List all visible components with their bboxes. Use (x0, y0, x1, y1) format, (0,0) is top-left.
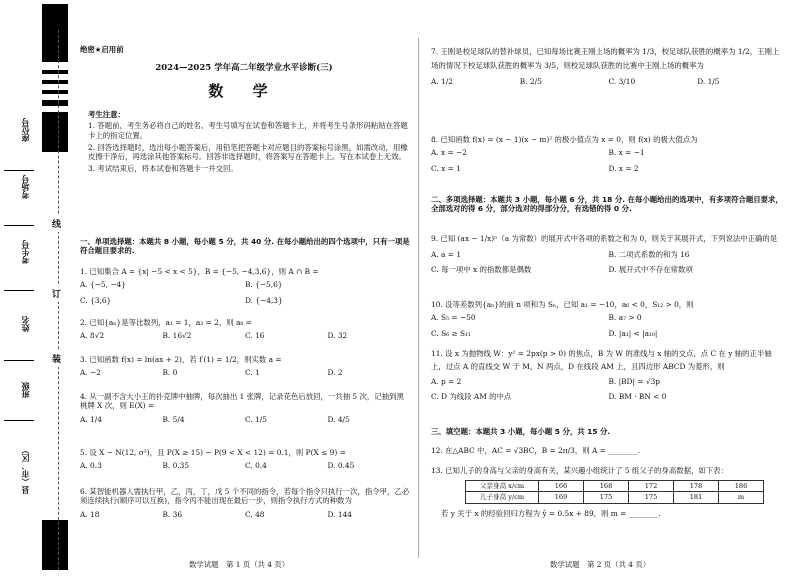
option: A. x = −2 (431, 148, 467, 158)
question-stem: 11. 设 x 为抛物线 W：y² = 2px(p > 0) 的焦点，B 为 W 的准线与 x 轴的交点，点 C 在 y 轴的正半轴上，过点 A 的直线交 W 于 M，N 两点，D 在线段 AM 上，且四边形 ABCD 为菱形，则 (431, 349, 772, 371)
option: B. 0 (162, 368, 178, 378)
table-cell: 儿子身高 y/cm (466, 492, 539, 503)
question-stem: 8. 已知函数 f(x) = (x − 1)(x − m)² 的极小值点为 x = 0，则 f(x) 的极大值点为 (431, 135, 698, 144)
table-cell: 181 (674, 492, 719, 503)
page-footer: 数学试题 第 2 页（共 4 页） (550, 560, 651, 569)
section-multi-choice: 二、多项选择题：本题共 3 小题，每小题 6 分，共 18 分. 在每小题给出的选项中，有多项符合题目要求，全部选对的得 6 分，部分选对的得部分分，有选错的得 0 分. (431, 195, 783, 214)
subject-title: 数 学 (208, 82, 280, 100)
binding-sidebar (0, 0, 68, 579)
stripe (42, 520, 68, 570)
question-7 (431, 45, 786, 86)
option: C. 每一项中 x 的指数都是偶数 (431, 265, 532, 275)
option: C. 16 (245, 331, 265, 341)
question-stem: 4. 从一副不含大小王的扑克牌中抽牌，每次抽出 1 张牌，记录花色后放回，一共抽 5 次，记抽到黑桃牌 X 次，则 E(X) = (80, 392, 404, 411)
table-cell: 175 (629, 492, 674, 503)
notice-block (80, 110, 410, 177)
stripe (42, 4, 68, 62)
county-label: 县（市、区） (21, 446, 30, 494)
option: C. 1 (245, 368, 260, 378)
option: A. S₅ = −50 (431, 313, 476, 323)
option: D. 展开式中不存在常数项 (608, 265, 693, 275)
option: D. {−4,3} (245, 295, 283, 305)
question-stem: 1. 已知集合 A = {x| −5 < x < 5}，B = {−5, −4,3,6}，则 A ∩ B = (80, 267, 319, 276)
option: A. 18 (80, 509, 100, 519)
section-single-choice: 一、单项选择题：本题共 8 小题，每小题 5 分，共 40 分. 在每小题给出的四个选项中，只有一项是符合题目要求的. (80, 237, 410, 256)
secret-mark: 绝密★启用前 (80, 45, 124, 54)
table-cell: 172 (629, 481, 674, 492)
option: B. 16√2 (162, 331, 192, 341)
column-divider (418, 38, 419, 558)
section-fill-blank: 三、填空题：本题共 3 小题，每小题 5 分，共 15 分. (431, 427, 611, 436)
option: B. 2/5 (519, 77, 542, 87)
question-stem: 3. 已知函数 f(x) = ln(ax + 2)，若 f′(1) = 1/2，则实数 a = (80, 355, 282, 364)
option: A. 1/4 (80, 414, 102, 424)
option: A. 8√2 (80, 331, 105, 341)
option: C. S₆ ≥ S₁₁ (431, 328, 471, 338)
option: C. 1/5 (245, 414, 267, 424)
option: B. 36 (162, 509, 183, 519)
option: C. 3/10 (608, 77, 636, 87)
stripe (42, 80, 68, 84)
table-cell: 166 (539, 481, 584, 492)
table-row (466, 492, 764, 503)
option: C. x = 1 (431, 163, 461, 173)
option: D. 0.45 (327, 461, 355, 471)
height-table (465, 480, 764, 503)
option: A. 0.3 (80, 461, 102, 471)
option: B. {−5,6} (245, 280, 283, 290)
question-4 (80, 392, 410, 424)
question-6 (80, 487, 410, 519)
stripe (42, 90, 68, 94)
option: C. 0.4 (245, 461, 267, 471)
question-11 (431, 348, 786, 402)
notice-head: 考生注意： (88, 110, 125, 119)
notice-item: 2. 回答选择题时，选出每小题答案后，用铅笔把答题卡对应题目的答案标号涂黑。如需改动，用橡皮擦干净后，再选涂其他答案标号。回答非选择题时，将答案写在答题卡上。写在本试卷上无效。 (88, 142, 408, 161)
question-stem: 7. 王刚是校足球队的替补球员，已知每场比赛王刚上场的概率为 1/3，校足球队获胜的概率为 1/2，王刚上场的情况下校足球队获胜的概率为 3/5，则校足球队获胜的比赛中王刚上场的概率为 (431, 47, 780, 71)
question-13 (431, 466, 786, 518)
option: A. 1/2 (431, 77, 453, 87)
notice-item: 3. 考试结束后，将本试卷和答题卡一并交回。 (88, 164, 238, 174)
question-8 (431, 135, 786, 173)
question-1 (80, 267, 410, 305)
question-stem: 10. 设等差数列{aₙ}的前 n 项和为 Sₙ，已知 a₁ = −10，a₆ < 0，S₁₂ > 0，则 (431, 300, 694, 309)
option: B. 二项式系数的和为 16 (608, 250, 690, 260)
notice-item: 1. 答题前，考生务必将自己的姓名、考生号填写在试卷和答题卡上，并将考生号条形码粘贴在答题卡上的指定位置。 (88, 121, 408, 140)
option: D. 4/5 (327, 414, 350, 424)
cut-label: 订 (52, 285, 61, 302)
option: B. 5/4 (162, 414, 185, 424)
option: D. 32 (327, 331, 348, 341)
option: D. 2 (327, 368, 343, 378)
question-2 (80, 318, 410, 341)
table-cell: 169 (539, 492, 584, 503)
question-tail: 若 y 关于 x 的经验回归方程为 ŷ = 0.5x + 89，则 m = ________. (441, 508, 661, 518)
stripe (42, 70, 68, 74)
option: D. 144 (327, 509, 352, 519)
exam-title: 2024—2025 学年高二年级学业水平诊断(三) (155, 63, 333, 73)
option: D. 1/5 (697, 77, 720, 87)
room-label: 考场号 (21, 175, 30, 199)
option: A. {−5, −4} (80, 280, 126, 290)
page-2 (425, 0, 787, 579)
cut-label: 线 (52, 215, 61, 232)
stripe (42, 100, 68, 106)
page-1 (74, 0, 414, 579)
option: C. D 为线段 AM 的中点 (431, 392, 512, 402)
question-stem: 13. 已知儿子的身高与父亲的身高有关，某兴趣小组统计了 5 组父子的身高数据，如下表： (431, 466, 728, 475)
table-cell: 168 (584, 481, 629, 492)
option: B. a₇ > 0 (608, 313, 642, 323)
question-10 (431, 300, 786, 338)
option: B. |BD| = √3p (608, 377, 660, 387)
table-cell: 175 (584, 492, 629, 503)
option: B. x = −1 (608, 148, 645, 158)
question-9 (431, 232, 786, 275)
question-3 (80, 355, 410, 378)
question-stem: 2. 已知{aₙ}是等比数列，a₁ = 1，a₃ = 2，则 a₈ = (80, 318, 252, 327)
stripe (42, 112, 68, 152)
question-12: 12. 在△ABC 中，AC = √3BC，B = 2π/3，则 A = ________. (431, 446, 641, 455)
option: D. x = 2 (608, 163, 639, 173)
option: D. BM · BN < 0 (608, 392, 667, 402)
candidate-label: 考生号 (21, 240, 30, 264)
option: B. 0.35 (162, 461, 190, 471)
option: C. {3,6} (80, 295, 112, 305)
option: A. a = 1 (431, 250, 462, 260)
question-stem: 6. 某智能机器人需执行甲，乙，丙，丁，戊 5 个不同的指令，若每个指令只执行一次，指令甲，乙必须连续执行(顺序可以互换)，指令丙不能出现在最后一步，则指令执行方式的种数为 (80, 487, 410, 506)
page-footer: 数学试题 第 1 页（共 4 页） (189, 560, 290, 569)
question-stem: 5. 设 X ~ N(12, σ²)，且 P(X ≥ 15) − P(9 < X < 12) = 0.1，则 P(X ≤ 9) = (80, 448, 346, 457)
table-cell: m (719, 492, 764, 503)
question-stem: 9. 已知 (ax − 1/x)ⁿ（a 为常数）的展开式中各项的系数之和为 0，则关于其展开式，下列说法中正确的是 (431, 234, 778, 243)
table-row (466, 481, 764, 492)
table-cell: 178 (674, 481, 719, 492)
cut-label: 装 (52, 350, 61, 367)
name-label: 姓名 (21, 316, 30, 332)
class-label: 班级 (21, 382, 30, 398)
option: C. 48 (245, 509, 265, 519)
table-cell: 父亲身高 x/cm (466, 481, 539, 492)
option: A. p = 2 (431, 377, 462, 387)
seat-label: 座位号 (21, 118, 30, 142)
question-5 (80, 448, 410, 471)
option: A. −2 (80, 368, 101, 378)
option: D. |a₁| < |a₁₀| (608, 328, 658, 338)
table-cell: 186 (719, 481, 764, 492)
